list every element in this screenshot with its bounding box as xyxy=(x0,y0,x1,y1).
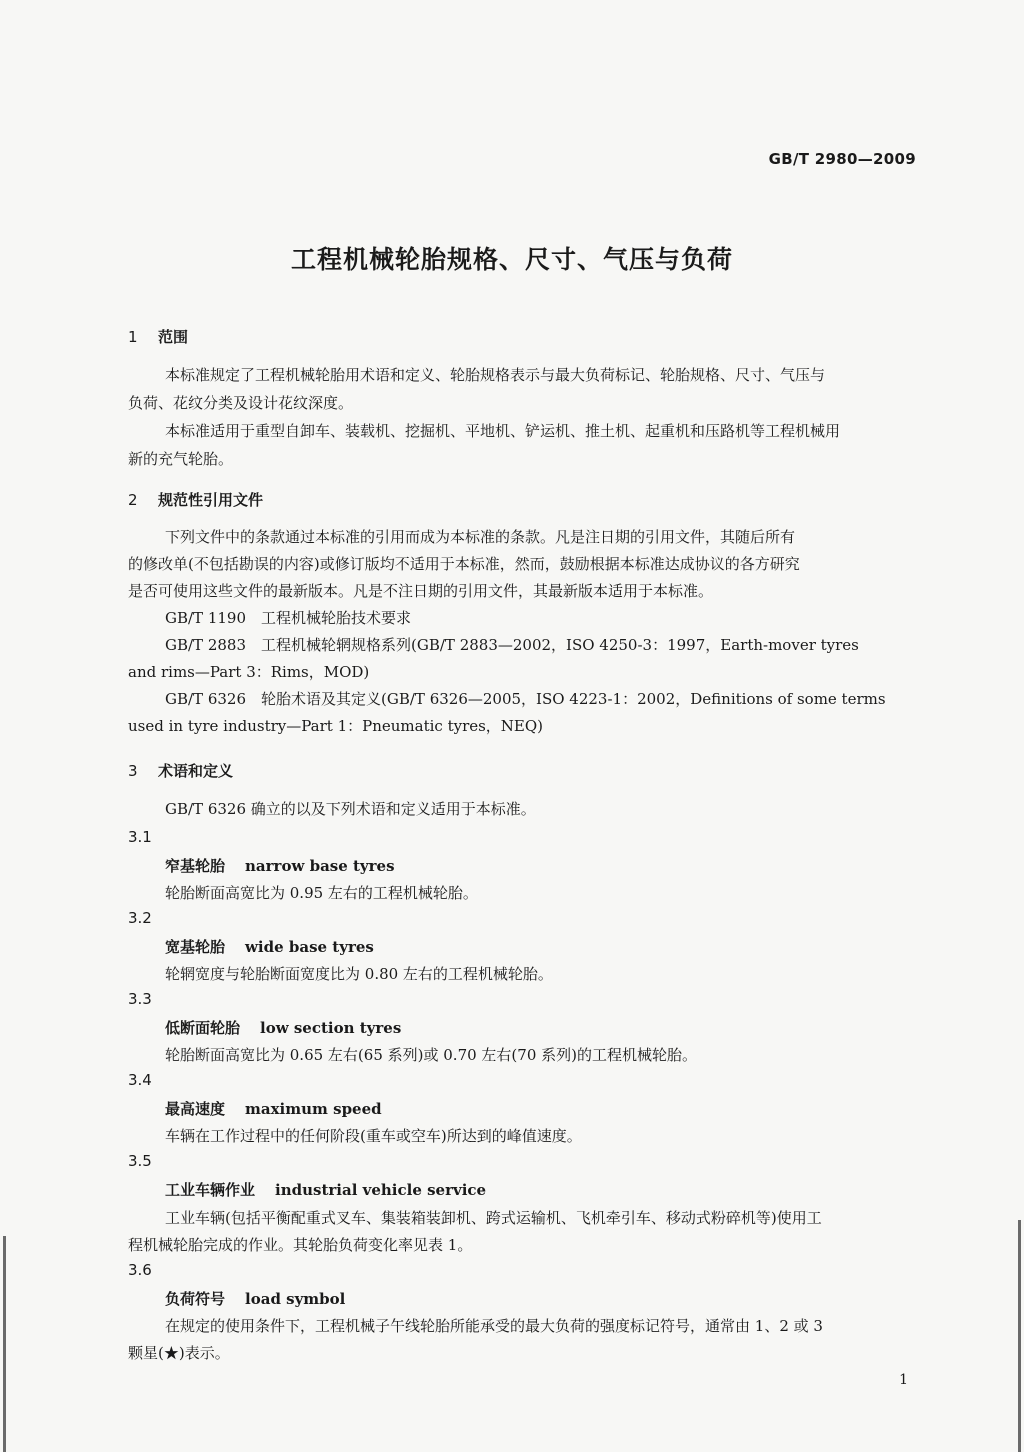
reference-line: and rims—Part 3：Rims，MOD) xyxy=(128,663,370,681)
term-cn: 低断面轮胎 xyxy=(165,1019,241,1037)
term-definition: 在规定的使用条件下，工程机械子午线轮胎所能承受的最大负荷的强度标记符号，通常由 1、2 或 3 xyxy=(165,1317,823,1335)
section-title: 范围 xyxy=(158,328,189,346)
section-number: 2 xyxy=(128,491,138,509)
paragraph-line: 负荷、花纹分类及设计花纹深度。 xyxy=(128,394,354,412)
term-number: 3.4 xyxy=(128,1071,152,1089)
scan-edge-left xyxy=(3,1236,6,1452)
term-en: wide base tyres xyxy=(245,938,374,956)
term-cn: 宽基轮胎 xyxy=(165,938,226,956)
term-en: load symbol xyxy=(245,1290,346,1308)
term-definition: 轮辋宽度与轮胎断面宽度比为 0.80 左右的工程机械轮胎。 xyxy=(165,965,553,983)
term-heading xyxy=(165,1098,382,1119)
section-number: 1 xyxy=(128,328,138,346)
paragraph-line: 本标准规定了工程机械轮胎用术语和定义、轮胎规格表示与最大负荷标记、轮胎规格、尺寸、气压与 xyxy=(165,366,826,384)
term-cn: 工业车辆作业 xyxy=(165,1181,256,1199)
term-number: 3.2 xyxy=(128,909,152,927)
term-en: industrial vehicle service xyxy=(275,1181,487,1199)
term-cn: 窄基轮胎 xyxy=(165,857,226,875)
page-number: 1 xyxy=(899,1372,908,1388)
paragraph-line: 本标准适用于重型自卸车、装载机、挖掘机、平地机、铲运机、推土机、起重机和压路机等工程机械用 xyxy=(165,422,841,440)
paragraph-line: 新的充气轮胎。 xyxy=(128,450,234,468)
section-title: 术语和定义 xyxy=(158,762,234,780)
scan-edge-right xyxy=(1018,1220,1021,1452)
section-2-heading xyxy=(128,489,263,510)
term-en: maximum speed xyxy=(245,1100,382,1118)
term-number: 3.6 xyxy=(128,1261,152,1279)
standard-number: GB/T 2980—2009 xyxy=(768,150,916,168)
term-definition: 工业车辆(包括平衡配重式叉车、集装箱装卸机、跨式运输机、飞机牵引车、移动式粉碎机等)使用工 xyxy=(165,1209,822,1227)
term-definition: 轮胎断面高宽比为 0.95 左右的工程机械轮胎。 xyxy=(165,884,478,902)
term-en: narrow base tyres xyxy=(245,857,395,875)
reference-line: GB/T 1190 工程机械轮胎技术要求 xyxy=(165,609,412,627)
reference-line: used in tyre industry—Part 1：Pneumatic tyres，NEQ) xyxy=(128,717,544,735)
paragraph-line: 的修改单(不包括勘误的内容)或修订版均不适用于本标准，然而，鼓励根据本标准达成协议的各方研究 xyxy=(128,555,800,573)
term-heading xyxy=(165,855,395,876)
paragraph-line: 是否可使用这些文件的最新版本。凡是不注日期的引用文件，其最新版本适用于本标准。 xyxy=(128,582,714,600)
term-definition: 程机械轮胎完成的作业。其轮胎负荷变化率见表 1。 xyxy=(128,1236,473,1254)
paragraph-line: GB/T 6326 确立的以及下列术语和定义适用于本标准。 xyxy=(165,800,536,818)
reference-line: GB/T 6326 轮胎术语及其定义(GB/T 6326—2005，ISO 4223-1：2002，Definitions of some terms xyxy=(165,690,886,708)
term-heading xyxy=(165,936,374,957)
paragraph-line: 下列文件中的条款通过本标准的引用而成为本标准的条款。凡是注日期的引用文件，其随后所有 xyxy=(165,528,796,546)
term-heading xyxy=(165,1288,345,1309)
term-number: 3.5 xyxy=(128,1152,152,1170)
term-definition: 车辆在工作过程中的任何阶段(重车或空车)所达到的峰值速度。 xyxy=(165,1127,582,1145)
section-1-heading xyxy=(128,326,188,347)
document-title: 工程机械轮胎规格、尺寸、气压与负荷 xyxy=(290,245,733,274)
term-en: low section tyres xyxy=(260,1019,402,1037)
term-number: 3.1 xyxy=(128,828,152,846)
term-cn: 负荷符号 xyxy=(165,1290,226,1308)
section-3-heading xyxy=(128,760,233,781)
section-number: 3 xyxy=(128,762,138,780)
term-definition: 轮胎断面高宽比为 0.65 左右(65 系列)或 0.70 左右(70 系列)的工程机械轮胎。 xyxy=(165,1046,697,1064)
term-number: 3.3 xyxy=(128,990,152,1008)
term-heading xyxy=(165,1179,486,1200)
term-definition: 颗星(★)表示。 xyxy=(128,1344,230,1362)
section-title: 规范性引用文件 xyxy=(158,491,264,509)
term-cn: 最高速度 xyxy=(165,1100,226,1118)
term-heading xyxy=(165,1017,401,1038)
reference-line: GB/T 2883 工程机械轮辋规格系列(GB/T 2883—2002，ISO 4250-3：1997，Earth-mover tyres xyxy=(165,636,859,654)
